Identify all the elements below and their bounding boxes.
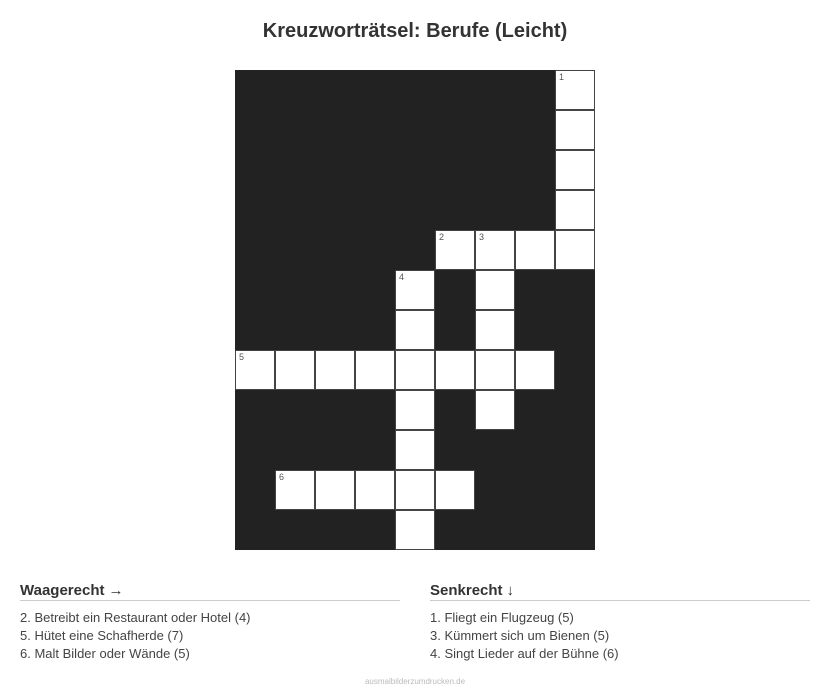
grid-cell[interactable] [435,230,475,270]
down-heading-label: Senkrecht [430,582,503,599]
grid-cell[interactable] [515,230,555,270]
grid-cell[interactable] [275,470,315,510]
clue-number: 1 [559,72,565,82]
grid-cell[interactable] [435,470,475,510]
grid-cell[interactable] [555,70,595,110]
grid-cell[interactable] [475,230,515,270]
clue-number: 2 [439,232,445,242]
grid-cell[interactable] [555,230,595,270]
grid-cell[interactable] [395,470,435,510]
grid-cell[interactable] [555,190,595,230]
grid-cell[interactable] [395,350,435,390]
across-heading [20,582,400,601]
grid-cell[interactable] [315,470,355,510]
grid-cell[interactable] [355,350,395,390]
grid-cell[interactable] [435,350,475,390]
grid-cell[interactable] [395,310,435,350]
grid-cell[interactable] [555,110,595,150]
arrow-right-icon: → [108,582,124,599]
across-clue: 2. Betreibt ein Restaurant oder Hotel (4) [20,610,251,625]
grid-cell[interactable] [395,270,435,310]
grid-cell[interactable] [475,390,515,430]
puzzle-title: Kreuzworträtsel: Berufe (Leicht) [262,20,568,42]
down-heading [430,582,810,601]
clue-number: 6 [279,472,285,482]
across-heading-label: Waagerecht [20,582,105,599]
across-clue: 6. Malt Bilder oder Wände (5) [20,646,190,661]
grid-cell[interactable] [475,310,515,350]
grid-cell[interactable] [475,350,515,390]
clue-number: 4 [399,272,405,282]
down-clue: 3. Kümmert sich um Bienen (5) [430,628,610,643]
arrow-down-icon: ↓ [506,582,515,599]
grid-cell[interactable] [315,350,355,390]
across-clues-section [20,582,400,663]
grid-cell[interactable] [395,390,435,430]
down-clue: 1. Fliegt ein Flugzeug (5) [430,610,574,625]
down-clues-section [430,582,810,663]
clue-number: 5 [239,352,245,362]
grid-cell[interactable] [555,150,595,190]
grid-cell[interactable] [475,270,515,310]
crossword-grid [235,70,595,550]
grid-cell[interactable] [235,350,275,390]
across-clue: 5. Hütet eine Schafherde (7) [20,628,184,643]
grid-cell[interactable] [275,350,315,390]
grid-cell[interactable] [395,510,435,550]
down-clue: 4. Singt Lieder auf der Bühne (6) [430,646,619,661]
grid-cell[interactable] [355,470,395,510]
clue-number: 3 [479,232,485,242]
footer-credit: ausmalbilderzumdrucken.de [364,677,466,686]
grid-cell[interactable] [515,350,555,390]
grid-cell[interactable] [395,430,435,470]
